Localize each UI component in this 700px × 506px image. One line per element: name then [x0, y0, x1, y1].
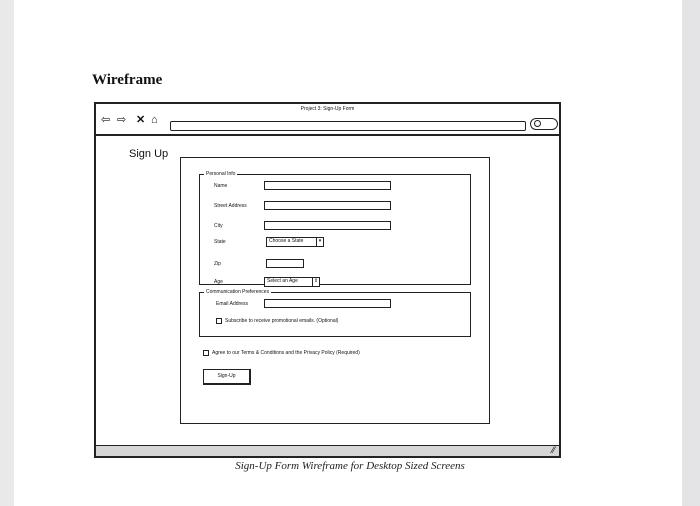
street-address-input[interactable]	[264, 201, 391, 210]
browser-statusbar	[96, 445, 559, 456]
page-title: Sign Up	[129, 148, 169, 160]
name-input[interactable]	[264, 181, 391, 190]
home-icon[interactable]: ⌂	[151, 114, 158, 126]
back-arrow-icon[interactable]: ⇦	[101, 114, 111, 126]
subscribe-label: Subscribe to receive promotional emails. (Optional)	[225, 318, 339, 324]
zip-input[interactable]	[266, 259, 304, 268]
communication-preferences-group	[199, 289, 471, 337]
forward-arrow-icon[interactable]: ⇨	[117, 114, 127, 126]
search-icon	[534, 120, 541, 127]
age-select-value: Select an Age	[267, 278, 298, 284]
email-input[interactable]	[264, 299, 391, 308]
street-address-label: Street Address	[214, 203, 247, 209]
updown-arrows-icon: ⇕	[313, 278, 319, 284]
window-title: Project 3: Sign-Up Form	[300, 106, 355, 112]
email-label: Email Address	[216, 301, 248, 307]
zip-label: Zip	[214, 261, 221, 267]
personal-info-group	[199, 171, 471, 285]
browser-titlebar	[96, 104, 559, 136]
page-margin-left	[0, 0, 14, 506]
state-select[interactable]	[266, 237, 324, 247]
name-label: Name	[214, 183, 228, 189]
page-margin-right	[682, 0, 700, 506]
age-label: Age	[214, 279, 223, 285]
terms-label: Agree to our Terms & Conditions and the Privacy Policy (Required)	[212, 350, 360, 356]
close-icon[interactable]: ✕	[136, 114, 146, 126]
document-heading: Wireframe	[92, 72, 163, 88]
search-button[interactable]	[530, 118, 558, 130]
page-content	[96, 136, 559, 446]
resize-grip-icon[interactable]: ⁄⁄	[551, 445, 555, 455]
chevron-down-icon: ▾	[316, 238, 323, 246]
sign-up-button[interactable]: Sign-Up	[203, 369, 251, 385]
communication-preferences-legend: Communication Preferences	[206, 289, 270, 295]
signup-form	[180, 157, 490, 424]
subscribe-checkbox[interactable]	[216, 318, 222, 324]
city-input[interactable]	[264, 221, 391, 230]
age-select[interactable]	[264, 277, 320, 287]
figure-caption: Sign-Up Form Wireframe for Desktop Sized Screens	[235, 460, 465, 472]
address-bar[interactable]	[170, 121, 526, 131]
state-label: State	[214, 239, 226, 245]
terms-checkbox[interactable]	[203, 350, 209, 356]
personal-info-legend: Personal Info	[206, 171, 236, 177]
city-label: City	[214, 223, 223, 229]
state-select-value: Choose a State	[269, 238, 304, 244]
browser-window	[94, 102, 561, 458]
